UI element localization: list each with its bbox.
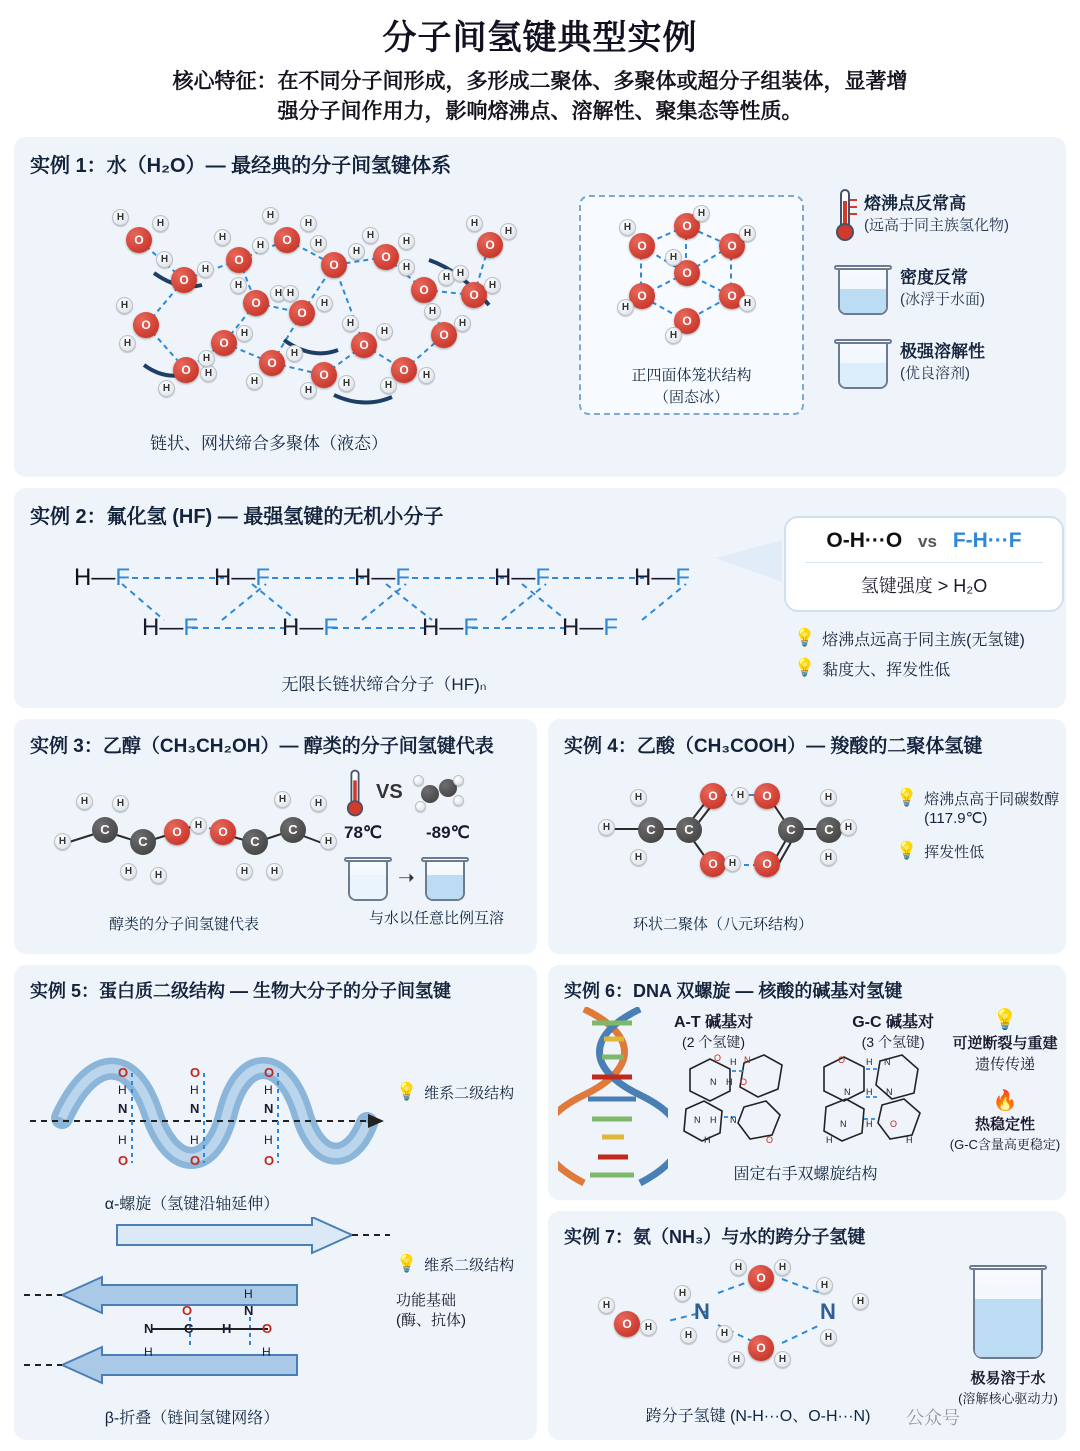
alpha-helix-diagram: O O O O O O N N N H H H H H H: [22, 1013, 392, 1183]
bulb-icon: 💡: [396, 1254, 418, 1274]
compare-right: F-H···F: [952, 529, 1022, 553]
fact-6-2-note: (G-C含量高更稳定): [949, 1136, 1061, 1152]
fact-7-note: (溶解核心驱动力): [958, 1390, 1058, 1406]
svg-text:O: O: [838, 1054, 846, 1065]
svg-text:O: O: [890, 1118, 898, 1129]
example-7-heading: 实例 7：氨（NH₃）与水的跨分子氢键: [564, 1226, 866, 1247]
compare-strength: 氢键强度 > H₂O: [860, 576, 988, 597]
beta-notes: [396, 1247, 531, 1332]
beaker-icon: [834, 263, 892, 315]
fact-1-note: (远高于同主族氢化物): [864, 216, 1009, 234]
acetic-dimer-diagram: C C C C O O O O H H H H H H H H: [558, 767, 888, 907]
example-4-caption: 环状二聚体（八元环结构）: [632, 915, 813, 933]
at-pair-label: A-T 碱基对: [674, 1013, 754, 1031]
beta-note-text: 维系二级结构: [424, 1256, 515, 1274]
example-5-card: [14, 965, 537, 1440]
bullet-text: 黏度大、挥发性低: [822, 661, 951, 679]
bullet-text: 熔沸点高于同碳数醇: [924, 790, 1060, 808]
example-1-card: [14, 137, 1066, 477]
svg-text:O: O: [740, 1076, 748, 1087]
fact-2-title: 密度反常: [900, 267, 968, 287]
svg-text:H: H: [826, 1134, 833, 1145]
beaker-icon: [344, 855, 392, 901]
ethanol-compare: [344, 767, 529, 928]
example-1-left-caption: 链状、网状缔合多聚体（液态）: [150, 433, 388, 453]
svg-text:H: H: [906, 1134, 913, 1145]
hf-unit-9: H—F: [562, 613, 619, 641]
dna-svg: [558, 1007, 668, 1187]
svg-text:H: H: [866, 1086, 873, 1097]
fact-2-note: (冰浮于水面): [900, 290, 985, 308]
fact-1-title: 熔沸点反常高: [864, 193, 966, 213]
arrow-icon: ➝: [398, 867, 415, 890]
svg-text:H: H: [866, 1118, 873, 1129]
compare-vs: vs: [918, 532, 937, 552]
alpha-note: [396, 1082, 514, 1103]
svg-text:H: H: [730, 1056, 737, 1067]
example-6-card: [548, 965, 1066, 1200]
example-3-right-caption: 与水以任意比例互溶: [368, 909, 504, 927]
alpha-note-text: 维系二级结构: [424, 1084, 515, 1102]
alpha-helix-svg: [22, 1013, 392, 1183]
example-2-bullets: [794, 620, 1074, 687]
bulb-icon: 💡: [396, 1082, 418, 1102]
fact-6-1-note: 遗传传递: [974, 1055, 1035, 1073]
svg-text:N: N: [884, 1056, 891, 1067]
bullet-item: [794, 657, 1074, 680]
bullet-subtext: (117.9℃): [924, 809, 988, 827]
svg-text:N: N: [730, 1114, 737, 1125]
core-feature-label: 核心特征：: [172, 70, 278, 93]
svg-text:H: H: [704, 1134, 711, 1145]
hf-compare-panel: [784, 516, 1064, 612]
example-3-heading: 实例 3：乙醇（CH₃CH₂OH）— 醇类的分子间氢键代表: [30, 735, 494, 757]
example-7-fact: [958, 1263, 1058, 1407]
hf-unit-7: H—F: [282, 613, 339, 641]
example-6-caption: 固定右手双螺旋结构: [733, 1165, 878, 1183]
base-pair-structures: [674, 1051, 936, 1147]
hf-unit-2: H—F: [214, 563, 271, 591]
hf-unit-5: H—F: [634, 563, 691, 591]
svg-text:H: H: [726, 1076, 733, 1087]
fact-6-1-title: 可逆断裂与重建: [952, 1034, 1058, 1052]
fact-3-note: (优良溶剂): [900, 364, 970, 382]
svg-text:N: N: [694, 1114, 701, 1125]
ethanol-diagram: C C C C O O H H H H H H H H H H H: [24, 771, 344, 901]
water-network-diagram: O H H O H H O H H O H H O H H O H H O H H O H H O H H O H H O H H O H H O H H O H H O H H O H H O H H O H H O H H: [34, 185, 504, 425]
example-2-heading: 实例 2：氟化氢 (HF) — 最强氢键的无机小分子: [30, 505, 444, 528]
compare-left: O-H···O: [826, 529, 903, 553]
core-feature-line2: 强分子间作用力，影响熔沸点、溶解性、聚集态等性质。: [277, 99, 803, 123]
svg-text:N: N: [744, 1054, 751, 1065]
example-7-caption: 跨分子氢键 (N-H···O、O-H···N): [645, 1407, 871, 1425]
base-pair-labels: [674, 1009, 934, 1052]
bulb-icon: 💡: [992, 1008, 1018, 1031]
temp-left: 78℃: [344, 822, 383, 842]
fact-7-title: 极易溶于水: [970, 1369, 1046, 1387]
fact-melting-point: [834, 189, 1064, 241]
svg-text:H: H: [710, 1114, 717, 1125]
bullet-item: [794, 627, 1074, 650]
svg-text:N: N: [844, 1086, 851, 1097]
example-2-caption: 无限长链状缔合分子（HF)ₙ: [281, 674, 487, 694]
beaker-icon: [834, 337, 892, 389]
beaker-icon: [421, 855, 469, 901]
base-pair-svg: [674, 1051, 936, 1147]
hf-chain-diagram: [34, 550, 734, 660]
hf-unit-3: H—F: [354, 563, 411, 591]
bullet-text: 熔沸点远高于同主族(无氢键): [822, 631, 1025, 649]
example-1-facts: [834, 189, 1064, 399]
bulb-icon: 💡: [794, 658, 816, 678]
bulb-icon: 💡: [794, 628, 816, 648]
svg-text:N: N: [886, 1086, 893, 1097]
ice-cage-caption-1: 正四面体笼状结构: [631, 366, 752, 384]
core-feature-line1: 在不同分子间形成，多形成二聚体、多聚体或超分子组装体，显著增: [277, 70, 908, 93]
page-title: 分子间氢键典型实例: [382, 19, 698, 57]
hf-unit-8: H—F: [422, 613, 479, 641]
hf-unit-4: H—F: [494, 563, 551, 591]
thermometer-icon: [345, 769, 365, 816]
example-7-card: [548, 1211, 1066, 1440]
svg-text:N: N: [710, 1076, 717, 1087]
core-feature-block: [32, 67, 1048, 127]
gc-pair-note: (3 个氢键): [861, 1033, 925, 1050]
svg-text:N: N: [840, 1118, 847, 1129]
example-5-heading: 实例 5：蛋白质二级结构 — 生物大分子的分子间氢键: [30, 980, 452, 1001]
fact-solubility: [834, 337, 1064, 389]
example-3-card: [14, 719, 537, 954]
at-pair-note: (2 个氢键): [682, 1033, 746, 1050]
zoom-pointer: [714, 536, 786, 586]
beta-note: [396, 1254, 531, 1275]
temp-right: -89℃: [426, 822, 470, 842]
example-6-facts: [946, 1007, 1064, 1153]
example-1-heading: 实例 1：水（H₂O）— 最经典的分子间氢键体系: [30, 154, 452, 177]
ice-cage-box: O H O H O H O H O H O H O H 正四面体笼状结构 （固态冰）: [579, 195, 804, 415]
bullet-item: [896, 841, 1064, 862]
example-3-caption: 醇类的分子间氢键代表: [108, 915, 259, 933]
beta-note-3: 功能基础: [396, 1291, 457, 1309]
bulb-icon: 💡: [896, 841, 918, 861]
svg-text:H: H: [866, 1056, 873, 1067]
beta-sheet-caption: β-折叠（链间氢键网络）: [104, 1409, 280, 1427]
flame-icon: 🔥: [992, 1089, 1018, 1112]
example-6-heading: 实例 6：DNA 双螺旋 — 核酸的碱基对氢键: [564, 980, 903, 1001]
svg-text:O: O: [766, 1134, 774, 1145]
bulb-icon: 💡: [896, 787, 918, 807]
fact-density: [834, 263, 1064, 315]
beta-sheet-svg: [22, 1217, 392, 1397]
ice-cage-caption-2: （固态冰）: [653, 388, 729, 406]
fact-3-title: 极强溶解性: [900, 341, 985, 361]
alpha-helix-caption: α-螺旋（氢键沿轴延伸）: [104, 1195, 280, 1213]
example-2-card: [14, 488, 1066, 708]
watermark-text: 公众号: [906, 1408, 960, 1428]
beta-sheet-diagram: O N N C H O H H H: [22, 1217, 392, 1397]
dna-helix-icon: [558, 1007, 668, 1187]
bullet-item: [896, 788, 1064, 827]
beaker-icon: [969, 1263, 1047, 1359]
vs-label: VS: [376, 781, 403, 804]
thermometer-icon: [834, 189, 856, 241]
ammonia-water-diagram: O H H O H H N H H H N H H H O H H: [568, 1259, 948, 1389]
example-4-bullets: [896, 781, 1064, 869]
hf-unit-6: H—F: [142, 613, 199, 641]
ethane-icon: [413, 775, 463, 811]
svg-text:O: O: [714, 1052, 722, 1063]
bullet-text: 挥发性低: [924, 843, 985, 861]
example-4-heading: 实例 4：乙酸（CH₃COOH）— 羧酸的二聚体氢键: [564, 735, 983, 757]
beta-note-4: (酶、抗体): [396, 1311, 466, 1329]
fact-6-2-title: 热稳定性: [974, 1115, 1035, 1133]
example-4-card: [548, 719, 1066, 954]
gc-pair-label: G-C 碱基对: [852, 1013, 934, 1031]
hf-unit-1: H—F: [74, 563, 131, 591]
